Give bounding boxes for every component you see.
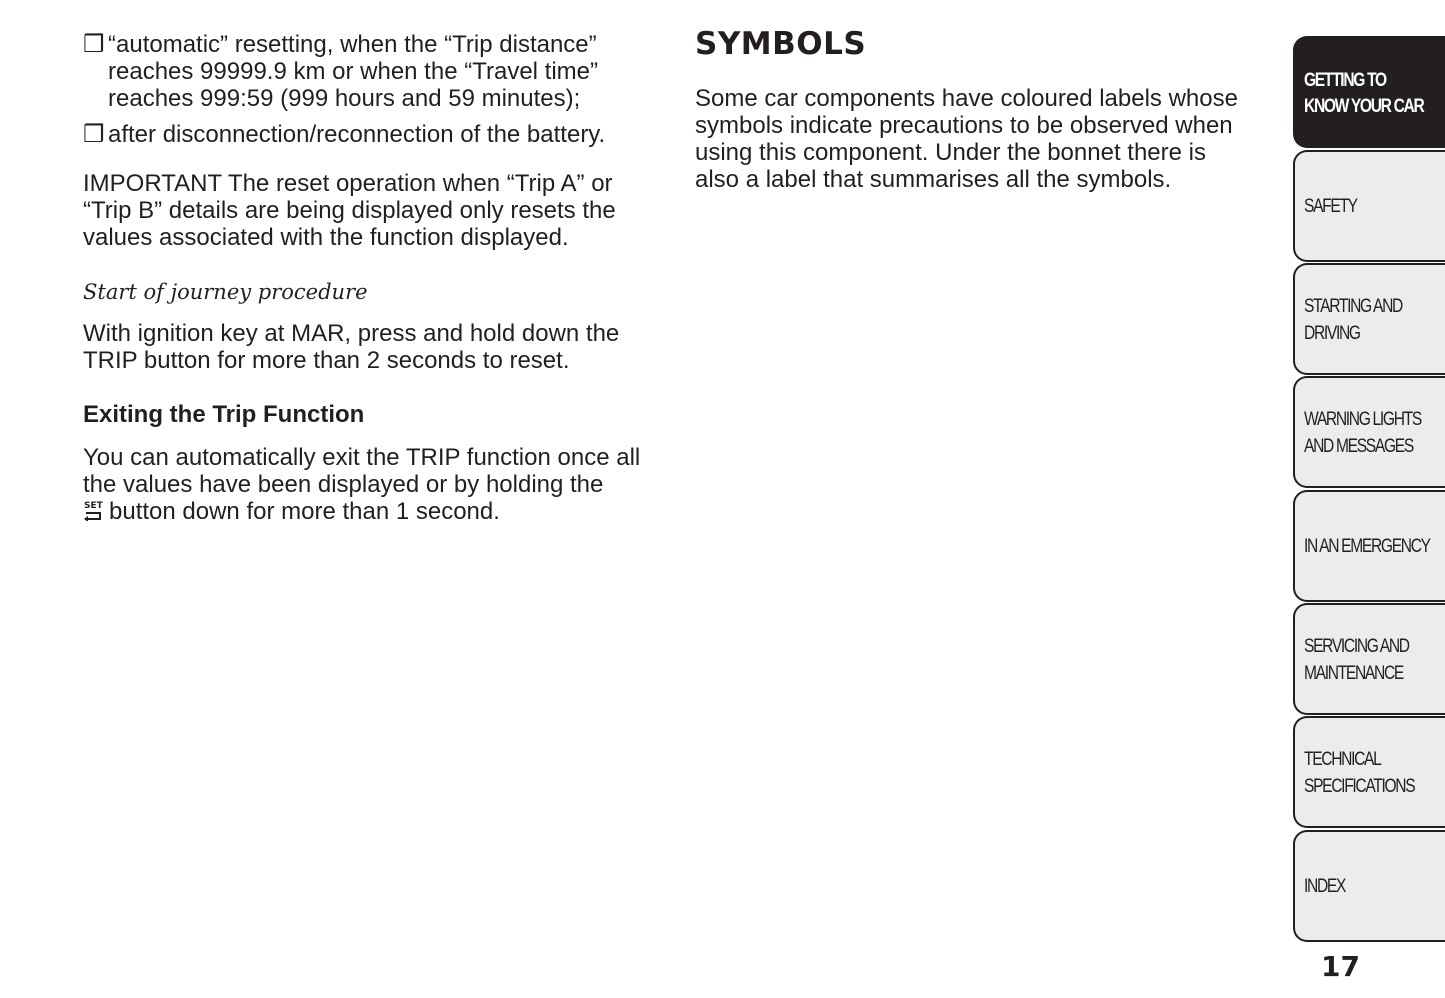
tab-index[interactable]: [1293, 830, 1445, 942]
symbols-line-2: symbols indicate precautions to be observed when: [695, 112, 1233, 139]
list-item: [83, 31, 688, 112]
tab-safety[interactable]: [1293, 150, 1445, 262]
start-line-2: TRIP button for more than 2 seconds to reset.: [83, 347, 570, 374]
bullet-line-2: reaches 99999.9 km or when the “Travel time”: [108, 58, 598, 85]
tab-label-line-1: INDEX: [1304, 876, 1346, 897]
bullet-line-1: after disconnection/reconnection of the battery.: [108, 121, 606, 148]
tab-label-line-1: IN AN EMERGENCY: [1304, 536, 1430, 557]
exit-line-2: the values have been displayed or by holding the: [83, 471, 604, 498]
symbols-line-1: Some car components have coloured labels whose: [695, 85, 1238, 112]
tab-warning-lights-and-messages[interactable]: [1293, 376, 1445, 488]
tab-label-line-1: STARTING AND: [1304, 296, 1402, 317]
start-paragraph: [83, 320, 619, 374]
tab-servicing-and-maintenance[interactable]: [1293, 603, 1445, 715]
symbols-paragraph: [695, 85, 1255, 193]
tab-label-line-2: AND MESSAGES: [1304, 436, 1413, 457]
tab-label-line-2: SPECIFICATIONS: [1304, 776, 1415, 797]
important-line-3: values associated with the function displayed.: [83, 224, 569, 251]
tab-label-line-1: SAFETY: [1304, 196, 1357, 217]
exit-line-1: You can automatically exit the TRIP function once all: [83, 444, 641, 471]
tab-label-line-1: GETTING TO: [1304, 70, 1386, 91]
list-item: [83, 121, 688, 148]
set-button-icon: [83, 501, 103, 523]
tab-technical-specifications[interactable]: [1293, 716, 1445, 828]
checkbox-bullet-icon: ❒: [83, 121, 105, 148]
important-line-2: “Trip B” details are being displayed only resets the: [83, 197, 616, 224]
section-heading: Exiting the Trip Function: [83, 401, 365, 428]
important-line-1: IMPORTANT The reset operation when “Trip A” or: [83, 170, 613, 197]
set-icon-label: SET: [84, 501, 103, 511]
bullet-line-1: “automatic” resetting, when the “Trip distance”: [108, 31, 597, 58]
tab-in-an-emergency[interactable]: [1293, 490, 1445, 602]
subheading: Start of journey procedure: [83, 280, 368, 304]
tab-label-line-2: KNOW YOUR CAR: [1304, 96, 1424, 117]
tab-label-line-1: WARNING LIGHTS: [1304, 409, 1421, 430]
symbols-line-4: also a label that summarises all the symbols.: [695, 166, 1172, 193]
important-paragraph: [83, 170, 616, 251]
tab-starting-and-driving[interactable]: [1293, 263, 1445, 375]
exit-line-3-text: button down for more than 1 second.: [109, 498, 500, 525]
page-title: SYMBOLS: [695, 26, 867, 62]
exit-line-3: [83, 498, 640, 525]
start-line-1: With ignition key at MAR, press and hold down the: [83, 320, 620, 347]
page-number: 17: [1321, 950, 1360, 983]
checkbox-bullet-icon: ❒: [83, 31, 105, 58]
bullet-line-3: reaches 999:59 (999 hours and 59 minutes);: [108, 85, 581, 112]
tab-getting-to-know-your-car[interactable]: [1293, 36, 1445, 148]
exit-paragraph: [83, 444, 640, 525]
symbols-line-3: using this component. Under the bonnet there is: [695, 139, 1206, 166]
tab-label-line-1: SERVICING AND: [1304, 636, 1409, 657]
tab-label-line-2: MAINTENANCE: [1304, 663, 1403, 684]
tab-label-line-1: TECHNICAL: [1304, 749, 1381, 770]
tab-label-line-2: DRIVING: [1304, 323, 1360, 344]
